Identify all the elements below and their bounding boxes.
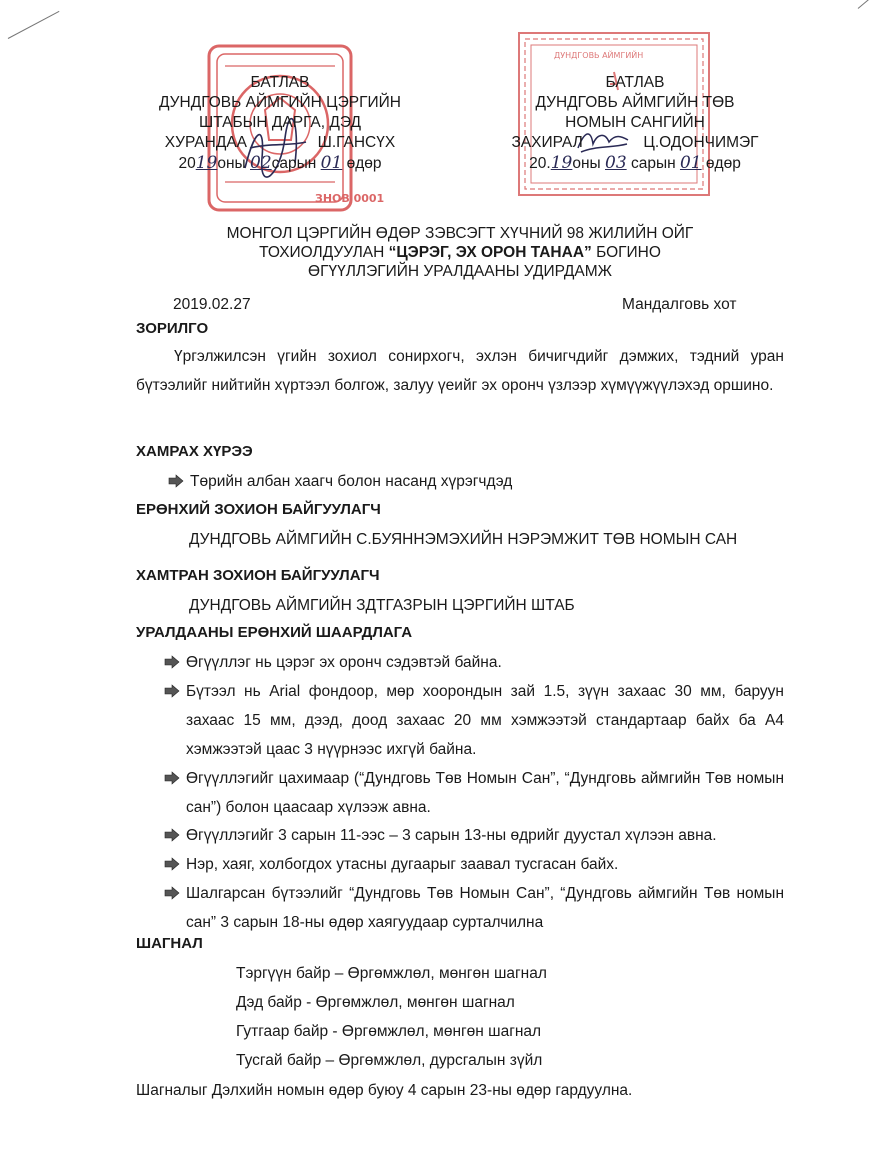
prize-item: Дэд байр - Өргөмжлөл, мөнгөн шагнал [236, 994, 515, 1011]
prize-item: Тэргүүн байр – Өргөмжлөл, мөнгөн шагнал [236, 965, 547, 982]
approval-block-right [485, 73, 785, 174]
approval-left-line3: ШТАБЫН ДАРГА, ДЭД [199, 114, 361, 131]
goal-paragraph: Үргэлжилсэн үгийн зохиол сонирхогч, эхлэн бичигчдийг дэмжих, тэдний уран бүтээлийг нийтийн хүртээл болгож, залуу үеийг эх оронч үзлээр хүмүүжүүлэхэд оршино. [136, 348, 784, 394]
requirement-item: Өгүүллэгийг 3 сарын 11-ээс – 3 сарын 13-ны өдрийг дуустал хүлээн авна. [186, 821, 784, 850]
arrow-bullet-icon [164, 648, 180, 677]
approval-right-line2: ДУНДГОВЬ АЙМГИЙН ТӨВ [535, 94, 735, 111]
approval-right-line1: БАТЛАВ [605, 74, 665, 91]
stamp-right-caption: ДУНДГОВЬ АЙМГИЙН [554, 51, 644, 60]
document-place: Мандалговь хот [622, 296, 737, 313]
scan-mark-top-left [8, 11, 60, 39]
approval-left-line1: БАТЛАВ [250, 74, 310, 91]
approval-left-date: 2019оны 02сарын 01 өдөр [178, 153, 382, 173]
scope-item: Төрийн албан хаагч болон насанд хүрэгчдэд [190, 467, 790, 496]
organizer-text: ДУНДГОВЬ АЙМГИЙН С.БУЯННЭМЭХИЙН НЭРЭМЖИТ ТӨВ НОМЫН САН [189, 531, 738, 548]
arrow-bullet-icon [164, 821, 180, 850]
requirement-item: Өгүүллэг нь цэрэг эх оронч сэдэвтэй байна. [186, 648, 784, 677]
requirements-heading: УРАЛДААНЫ ЕРӨНХИЙ ШААРДЛАГА [136, 624, 413, 641]
title-line3: ӨГҮҮЛЛЭГИЙН УРАЛДААНЫ УДИРДАМЖ [308, 263, 612, 280]
arrow-bullet-icon [164, 764, 180, 793]
arrow-bullet-icon [164, 879, 180, 908]
approval-left-line2: ДУНДГОВЬ АЙМГИЙН ЦЭРГИЙН [159, 94, 401, 111]
approval-right-line4: ЗАХИРАЛ Ц.ОДОНЧИМЭГ [511, 134, 759, 151]
goal-heading: ЗОРИЛГО [136, 320, 209, 337]
co-organizer-text: ДУНДГОВЬ АЙМГИЙН ЗДТГАЗРЫН ЦЭРГИЙН ШТАБ [189, 597, 575, 614]
approval-block-left [130, 73, 430, 174]
approval-left-line4: ХУРАНДАА Ш.ГАНСҮХ [164, 134, 396, 151]
requirement-item: Өгүүллэгийг цахимаар (“Дундговь Төв Номын Сан”, “Дундговь аймгийн Төв номын сан”) болон цаасаар хүлээж авна. [186, 764, 784, 822]
prize-heading: ШАГНАЛ [136, 935, 203, 952]
prize-item: Гутгаар байр - Өргөмжлөл, мөнгөн шагнал [236, 1023, 542, 1040]
prize-item: Тусгай байр – Өргөмжлөл, дурсгалын зүйл [236, 1052, 543, 1069]
scope-heading: ХАМРАХ ХҮРЭЭ [136, 443, 253, 460]
approval-right-date: 20.19оны 03 сарын 01 өдөр [529, 153, 741, 173]
document-date: 2019.02.27 [173, 296, 251, 313]
approval-right-line3: НОМЫН САНГИЙН [565, 114, 705, 131]
title-line1: МОНГОЛ ЦЭРГИЙН ӨДӨР ЗЭВСЭГТ ХҮЧНИЙ 98 ЖИЛИЙН ОЙГ [226, 225, 694, 242]
title-line2: ТОХИОЛДУУЛАН “ЦЭРЭГ, ЭХ ОРОН ТАНАА” БОГИНО [259, 244, 661, 261]
requirement-item: Шалгарсан бүтээлийг “Дундговь Төв Номын Сан”, “Дундговь аймгийн Төв номын сан” 3 сарын 18-ны өдөр хаягуудаар сурталчилна [186, 879, 784, 937]
arrow-bullet-icon [164, 850, 180, 879]
document-title [120, 224, 800, 281]
requirement-item: Нэр, хаяг, холбогдох утасны дугаарыг заавал тусгасан байх. [186, 850, 784, 879]
requirement-item: Бүтээл нь Arial фондоор, мөр хоорондын зай 1.5, зүүн захаас 30 мм, баруун захаас 15 мм, дээд, доод захаас 20 мм хэмжээтэй стандартаар байх ба А4 хэмжээтэй цаас 3 нүүрнээс ихгүй байна. [186, 677, 784, 764]
arrow-bullet-icon [164, 677, 180, 706]
arrow-bullet-icon [168, 467, 184, 496]
closing-line: Шагналыг Дэлхийн номын өдөр буюу 4 сарын 23-ны өдөр гардуулна. [136, 1082, 633, 1099]
organizer-heading: ЕРӨНХИЙ ЗОХИОН БАЙГУУЛАГЧ [136, 501, 381, 518]
co-organizer-heading: ХАМТРАН ЗОХИОН БАЙГУУЛАГЧ [136, 567, 380, 584]
stamp-left-number: ЗНОВ 0001 [315, 192, 385, 205]
scan-mark-top-right [858, 0, 879, 9]
